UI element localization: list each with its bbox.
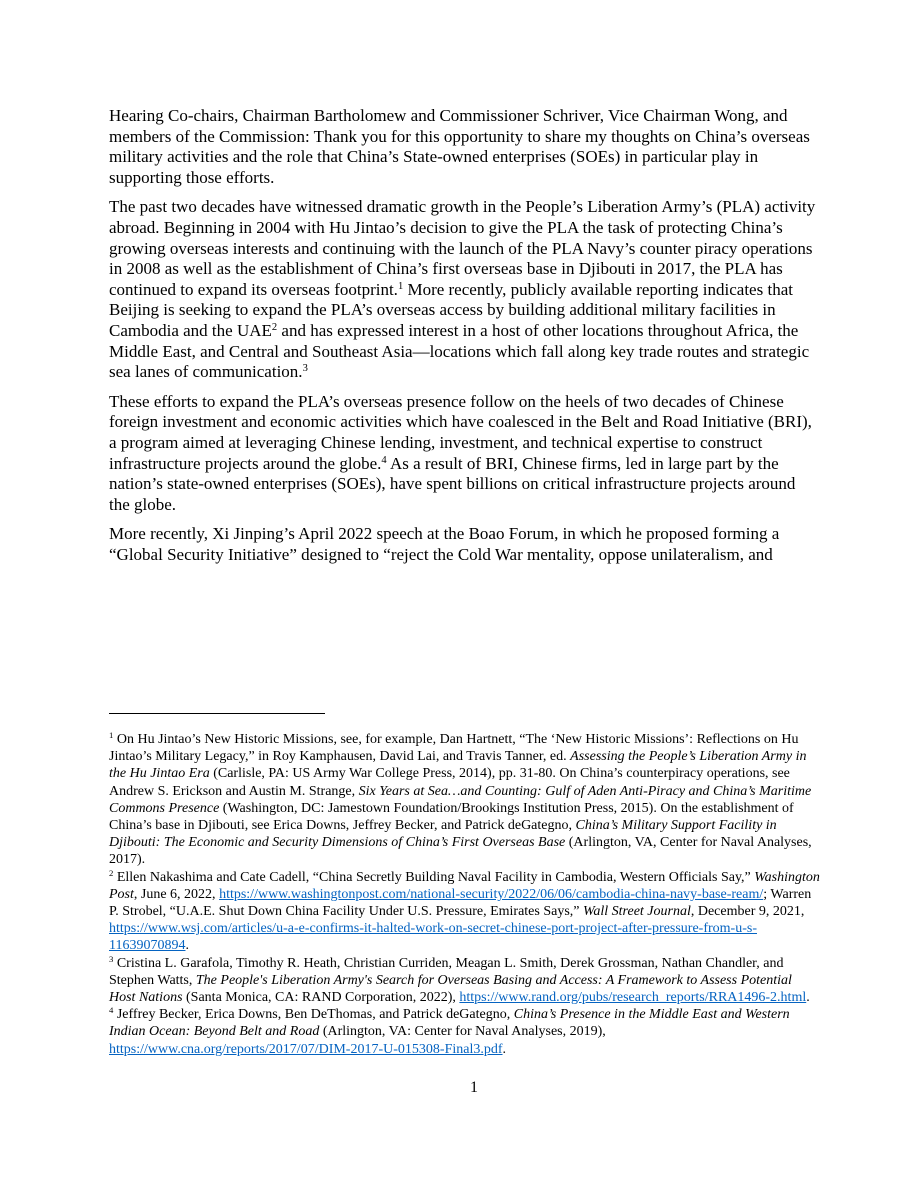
footnote-4: $^4$ Jeffrey Becker, Erica Downs, Ben DeThomas, and Patrick deGategno, China’s Presence in the Middle East and Western Indian Ocean: Beyond Belt and Road (Arlington, VA: Center for Naval Analyses, 2019), https://www.cna.org/reports/2017/07/DIM-2017-U-015308-Final3.pdf. [109,1005,790,1057]
footnote-ref-2[interactable]: 2 [271,322,278,334]
footnote-3: $^3$ Cristina L. Garafola, Timothy R. Heath, Christian Curriden, Meagan L. Smith, Derek Grossman, Nathan Chandler, and Stephen Watts, The People's Liberation Army's Search for Overseas Basing and Access: A Framework to Assess Potential Host Nations (Santa Monica, CA: RAND Corporation, 2022), https://www.rand.org/pubs/research_reports/RRA1496-2.html. [109,953,810,1006]
cna-link[interactable]: https://www.cna.org/reports/2017/07/DIM-2017-U-015308-Final3.pdf [109,1041,503,1057]
paragraph-pla-growth: The past two decades have witnessed dramatic growth in the People’s Liberation Army’s (PLA) activity abroad. Beginning in 2004 with Hu Jintao’s decision to give the PLA the task of protecting China’s growing overseas interests and continuing with the launch of the PLA Navy’s counter piracy operations in 2008 as well as the establishment of China’s first overseas base in Djibouti in 2017, the PLA has continued to expand its overseas footprint.$^1$ More recently, publicly available reporting indicates that Beijing is seeking to expand the PLA’s overseas access by building additional military facilities in Cambodia and the UAE$^2$ and has expressed interest in a host of other locations throughout Africa, the Middle East, and Central and Southeast Asia—locations which fall along key trade routes and strategic sea lanes of communication.$^3$ [109,197,816,382]
footnote-separator [109,713,325,714]
footnotes [109,731,821,1058]
washington-post-link[interactable]: https://www.washingtonpost.com/national-security/2022/06/06/cambodia-china-navy-base-ream/ [219,886,764,902]
footnote-ref-1[interactable]: 1 [397,280,404,292]
body-text [109,106,819,574]
rand-link[interactable]: https://www.rand.org/pubs/research_reports/RRA1496-2.html [459,990,807,1006]
paragraph-opening: Hearing Co-chairs, Chairman Bartholomew and Commissioner Schriver, Vice Chairman Wong, and members of the Commission: Thank you for this opportunity to share my thoughts on China’s overseas military activities and the role that China’s State-owned enterprises (SOEs) in particular play in supporting those efforts. [109,106,810,187]
paragraph-boao: More recently, Xi Jinping’s April 2022 speech at the Boao Forum, in which he proposed forming a “Global Security Initiative” designed to “reject the Cold War mentality, oppose unilateralism, and [109,524,780,564]
paragraph-bri: These efforts to expand the PLA’s overseas presence follow on the heels of two decades of Chinese foreign investment and economic activities which have coalesced in the Belt and Road Initiative (BRI), a program aimed at leveraging Chinese lending, investment, and technical expertise to construct infrastructure projects around the globe.$^4$ As a result of BRI, Chinese firms, led in large part by the nation’s state-owned enterprises (SOEs), have spent billions on critical infrastructure projects around the globe. [109,391,812,514]
footnote-ref-4[interactable]: 4 [381,454,387,466]
footnote-1: $^1$ On Hu Jintao’s New Historic Missions, see, for example, Dan Hartnett, “The ‘New Historic Missions’: Reflections on Hu Jintao’s Military Legacy,” in Roy Kamphausen, David Lai, and Travis Tanner, ed. Assessing the People’s Liberation Army in the Hu Jintao Era (Carlisle, PA: US Army War College Press, 2014), pp. 31-80. On China’s counterpiracy operations, see Andrew S. Erickson and Austin M. Strange, Six Years at Sea…and Counting: Gulf of Aden Anti-Piracy and China’s Maritime Commons Presence (Washington, DC: Jamestown Foundation/Brookings Institution Press, 2015). On the establishment of China’s base in Djibouti, see Erica Downs, Jeffrey Becker, and Patrick deGategno, China’s Military Support Facility in Djibouti: The Economic and Security Dimensions of China’s First Overseas Base (Arlington, VA, Center for Naval Analyses, 2017). [109,730,812,868]
footnote-2: $^2$ Ellen Nakashima and Cate Cadell, “China Secretly Building Naval Facility in Cambodia, Western Officials Say,” Washington Post, June 6, 2022, https://www.washingtonpost.com/national-security/2022/06/06/cambodia-china-navy-base-ream/; Warren P. Strobel, “U.A.E. Shut Down China Facility Under U.S. Pressure, Emirates Says,” Wall Street Journal, December 9, 2021, https://www.wsj.com/articles/u-a-e-confirms-it-halted-work-on-secret-chinese-port-project-after-pressure-from-u-s-11639070894. [109,867,820,954]
page-number: 1 [470,1079,478,1096]
wsj-link[interactable]: https://www.wsj.com/articles/u-a-e-confirms-it-halted-work-on-secret-chinese-port-project-after-pressure-from-u-s-11639070894 [109,921,757,954]
footnote-ref-3[interactable]: 3 [302,363,308,375]
